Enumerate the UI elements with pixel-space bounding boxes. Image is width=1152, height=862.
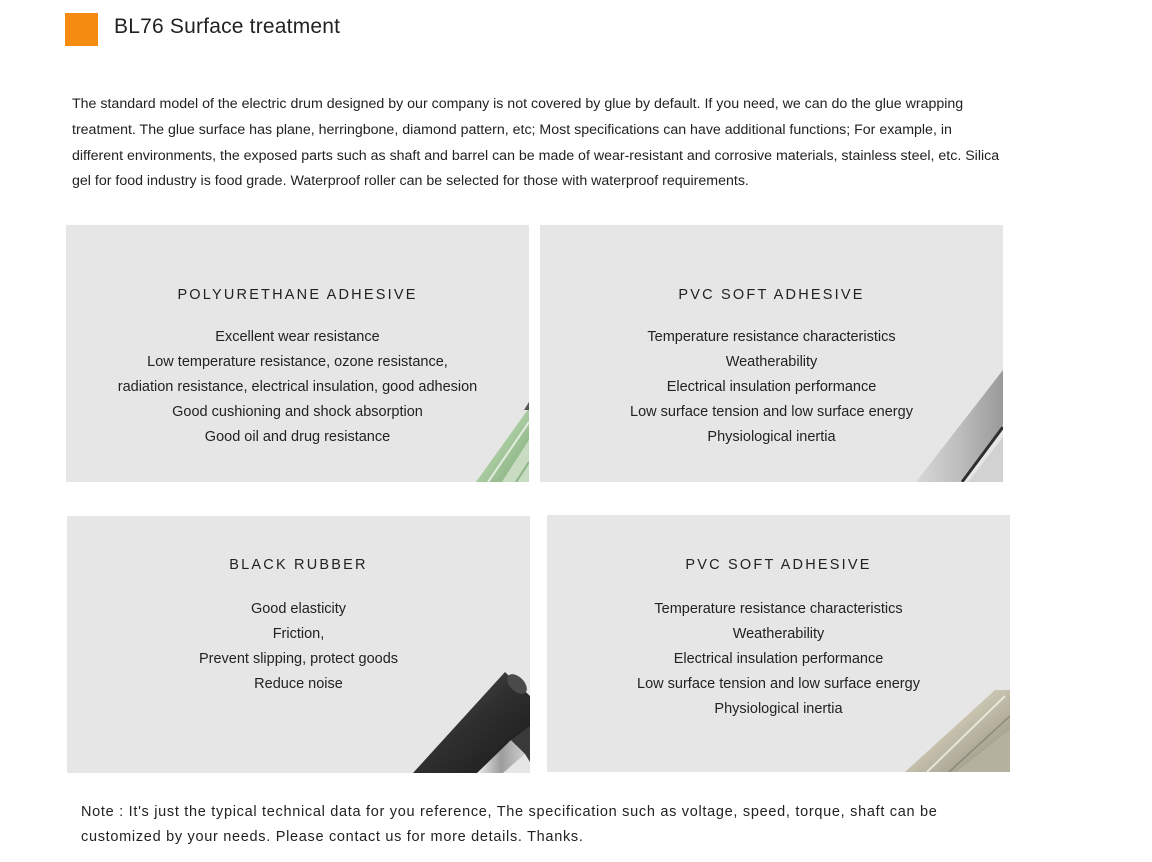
list-item: Temperature resistance characteristics <box>647 329 896 345</box>
list-item: Weatherability <box>732 626 825 642</box>
grey-pvc-roller-image <box>910 365 1003 482</box>
black-rubber-roller-image <box>407 666 530 773</box>
list-item: radiation resistance, electrical insulation, good adhesion <box>117 379 478 395</box>
card-black-rubber <box>67 516 530 773</box>
header-accent-square <box>65 13 98 46</box>
card-pvc-soft-adhesive <box>540 225 1003 482</box>
card-pvc-soft-adhesive-2 <box>547 515 1010 772</box>
list-item: Friction, <box>272 626 325 642</box>
list-item: Prevent slipping, protect goods <box>198 651 399 667</box>
intro-text: The standard model of the electric drum designed by our company is not covered by glue by default. If you need, we can do the glue wrapping treatment. The glue surface has plane, herringbone, diamond pattern, etc; Most specifications can have additional functions; For example, in different environments, the exposed parts such as shaft and barrel can be made of wear-resistant and corrosive materials, stainless steel, etc. Silica gel for food industry is food grade. Waterproof roller can be selected for those with waterproof requirements. <box>72 96 1000 190</box>
list-item: Physiological inertia <box>707 429 836 445</box>
list-item: Good cushioning and shock absorption <box>172 404 423 420</box>
card-title: PVC SOFT ADHESIVE <box>678 287 865 303</box>
note-line: Note : It's just the typical technical data for you reference, The specification such as voltage, speed, torque, shaft can be <box>81 804 938 820</box>
card-polyurethane-adhesive <box>66 225 529 482</box>
list-item: Electrical insulation performance <box>673 651 884 667</box>
intro-paragraph <box>72 92 1002 195</box>
list-item: Low temperature resistance, ozone resistance, <box>147 354 448 370</box>
list-item: Good oil and drug resistance <box>204 429 391 445</box>
list-item: Excellent wear resistance <box>215 329 380 345</box>
list-item: Physiological inertia <box>714 701 843 717</box>
list-item: Low surface tension and low surface energy <box>637 676 920 692</box>
list-item: Low surface tension and low surface energy <box>630 404 913 420</box>
list-item: Temperature resistance characteristics <box>654 601 903 617</box>
card-title: PVC SOFT ADHESIVE <box>685 557 872 573</box>
green-polyurethane-roller-image <box>406 380 529 482</box>
list-item: Weatherability <box>725 354 818 370</box>
silver-pvc-roller-image <box>897 680 1010 772</box>
card-title: POLYURETHANE ADHESIVE <box>177 287 418 303</box>
page-title: BL76 Surface treatment <box>114 15 341 38</box>
note-line: customized by your needs. Please contact us for more details. Thanks. <box>81 829 584 845</box>
list-item: Electrical insulation performance <box>666 379 877 395</box>
list-item: Reduce noise <box>254 676 343 692</box>
list-item: Good elasticity <box>250 601 347 617</box>
note-paragraph <box>81 800 981 850</box>
card-title: BLACK RUBBER <box>229 557 368 573</box>
